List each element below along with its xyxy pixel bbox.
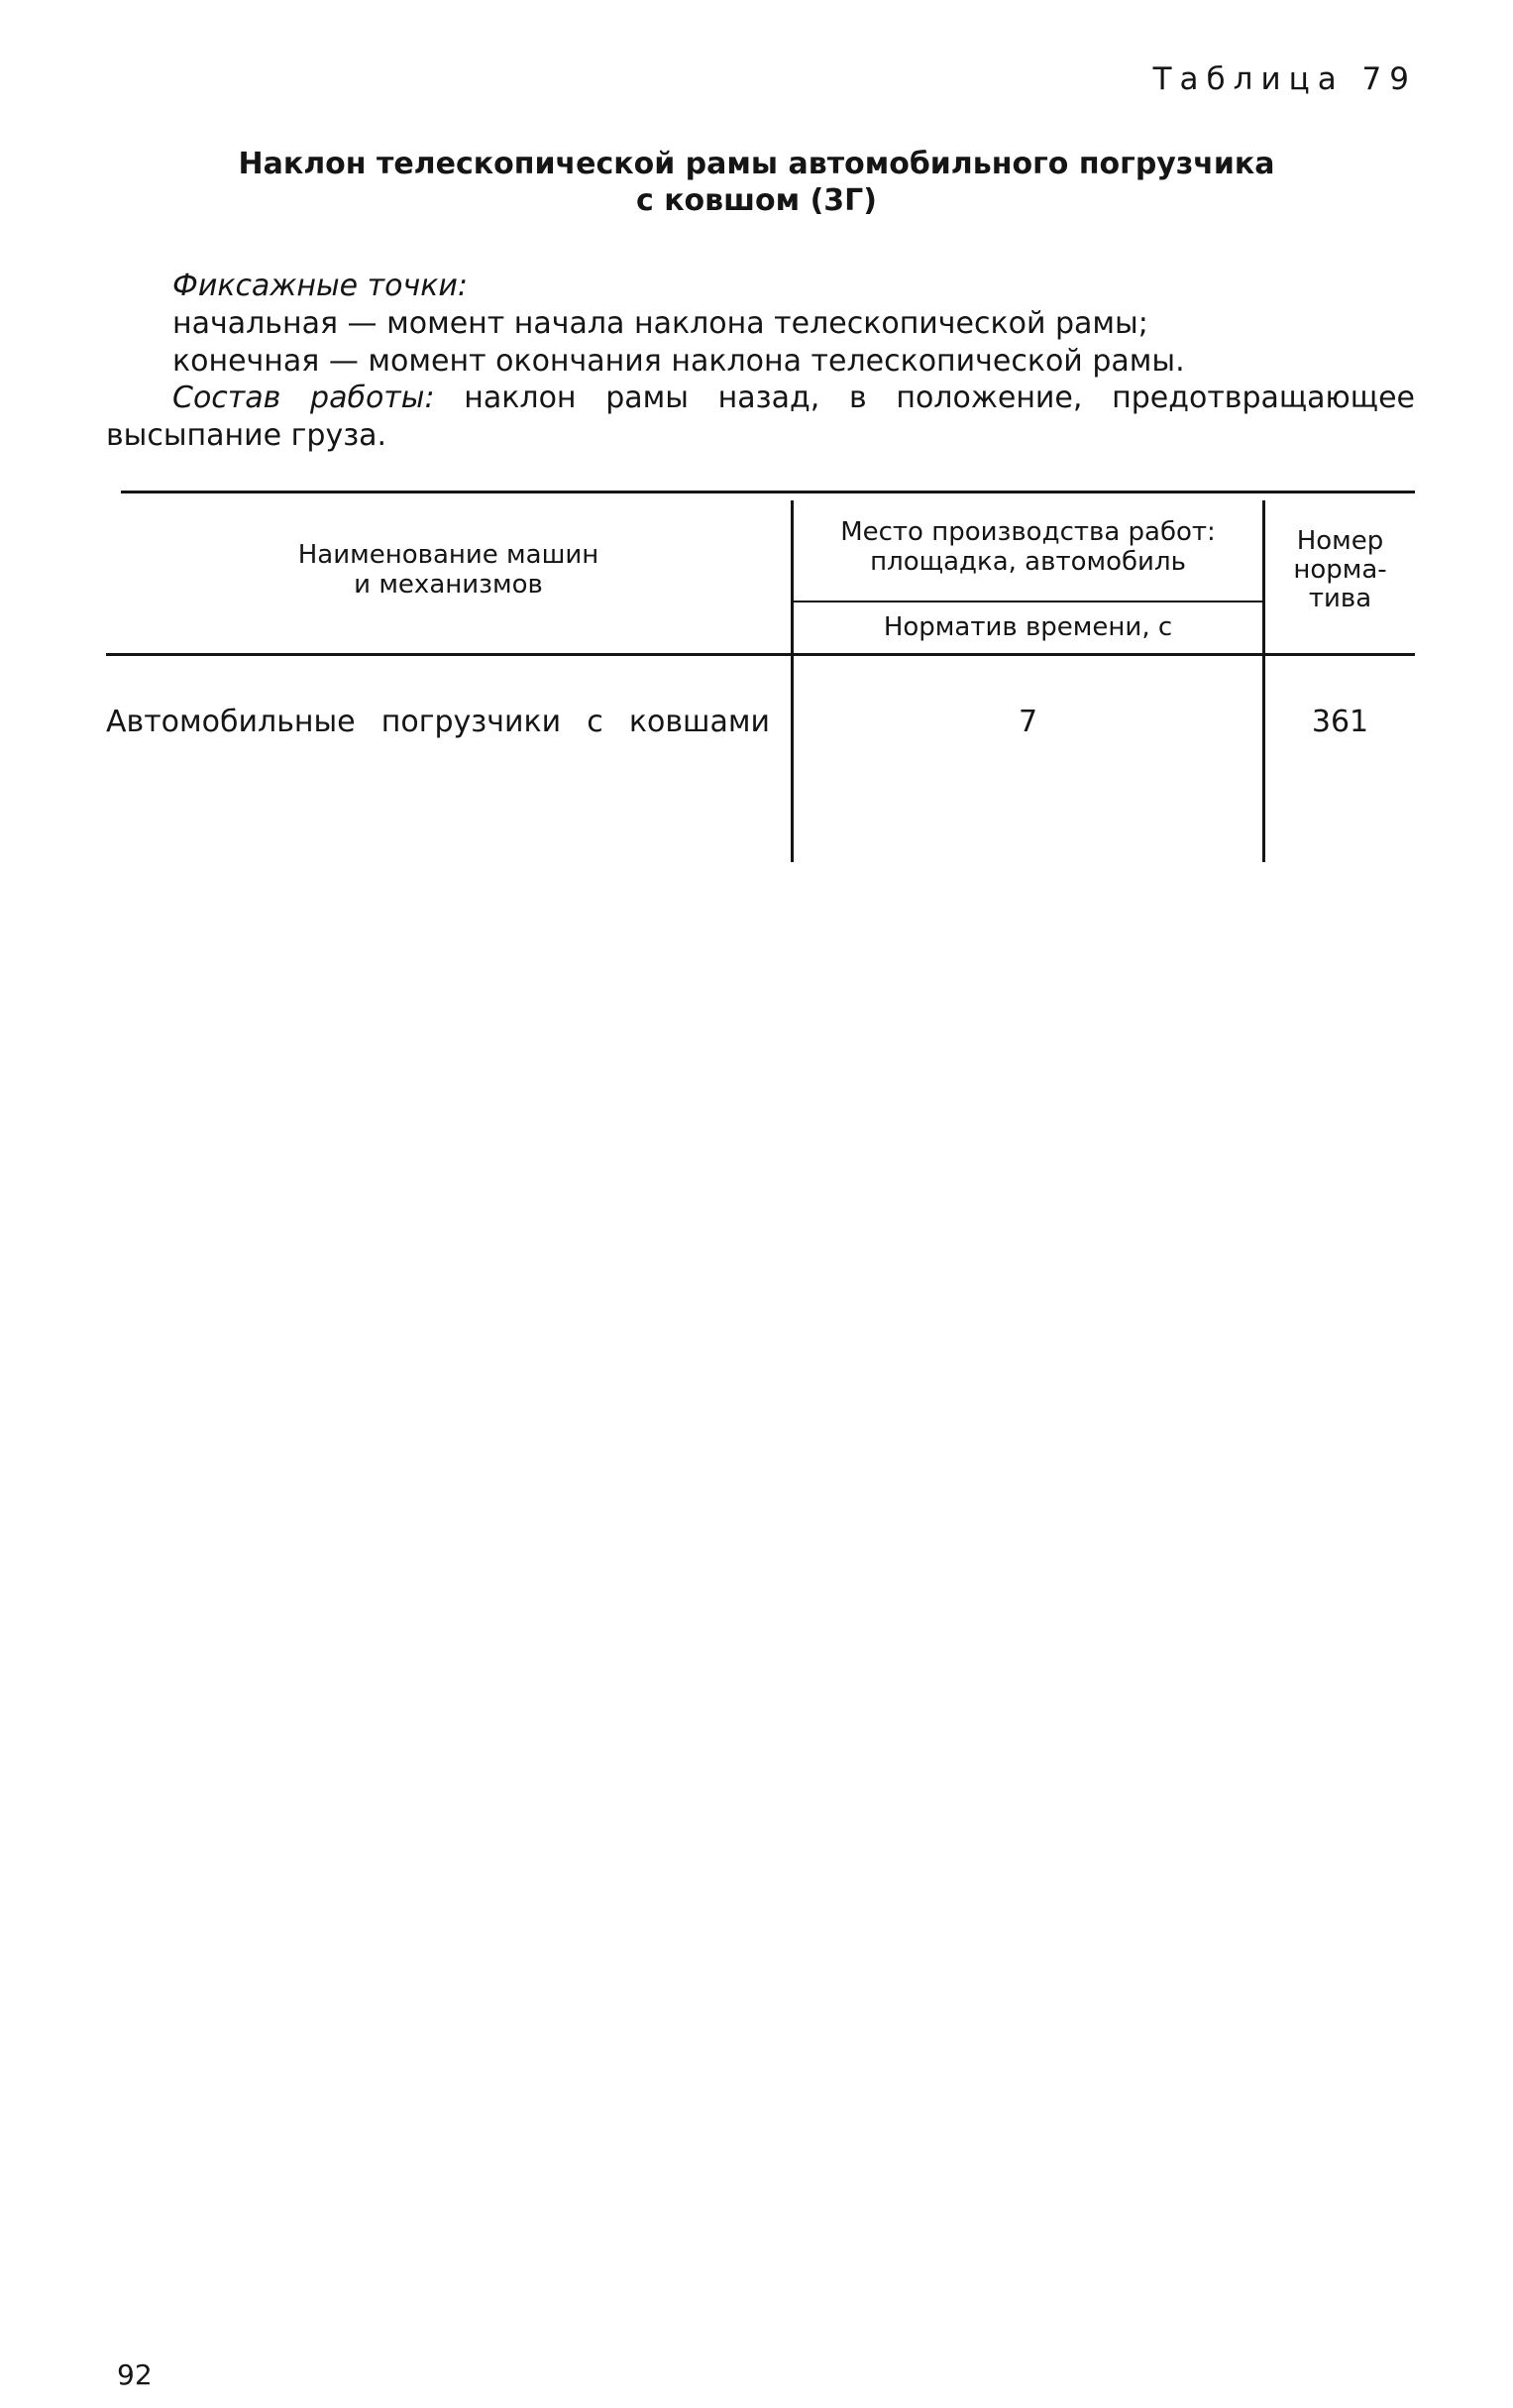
start-point-text: начальная — момент начала наклона телескопической рамы; — [172, 306, 1148, 341]
work-composition-text: наклон рамы назад, в положение, предотвращающее — [464, 381, 1415, 415]
norm-number-header — [1265, 527, 1415, 613]
end-point-text: конечная — момент окончания наклона телескопической рамы. — [172, 344, 1185, 379]
work-composition-text-cont: высыпание груза. — [106, 418, 387, 453]
col-name-header — [106, 540, 791, 600]
place-header — [794, 517, 1262, 577]
page-number: 92 — [117, 2358, 153, 2391]
work-composition-label: Состав работы: — [172, 381, 435, 415]
work-composition-line — [172, 380, 1415, 417]
table-header-bottom-rule — [106, 653, 1415, 656]
table-row-time: 7 — [1018, 705, 1038, 739]
page-title-line-2: с ковшом (3Г) — [635, 183, 878, 218]
table-top-rule — [121, 491, 1415, 493]
fix-points-label: Фиксажные точки: — [172, 269, 468, 303]
norm-number-header-line-1: Номер — [1296, 526, 1384, 556]
place-subheader-rule — [793, 601, 1263, 602]
col-name-header-line-2: и механизмов — [354, 570, 543, 600]
table-row-number: 361 — [1311, 705, 1369, 739]
norm-number-header-line-2: норма- — [1293, 555, 1387, 585]
norm-time-header: Норматив времени, с — [883, 612, 1173, 642]
place-header-line-1: Место производства работ: — [840, 517, 1216, 547]
norm-number-header-line-3: тива — [1308, 584, 1372, 613]
page-title-line-1: Наклон телескопической рамы автомобильного погрузчика — [238, 147, 1275, 181]
table-label: Таблица 79 — [1152, 61, 1417, 97]
col-name-header-line-1: Наименование машин — [297, 540, 599, 570]
table-row-name: Автомобильные погрузчики с ковшами — [106, 705, 770, 739]
place-header-line-2: площадка, автомобиль — [870, 547, 1186, 577]
